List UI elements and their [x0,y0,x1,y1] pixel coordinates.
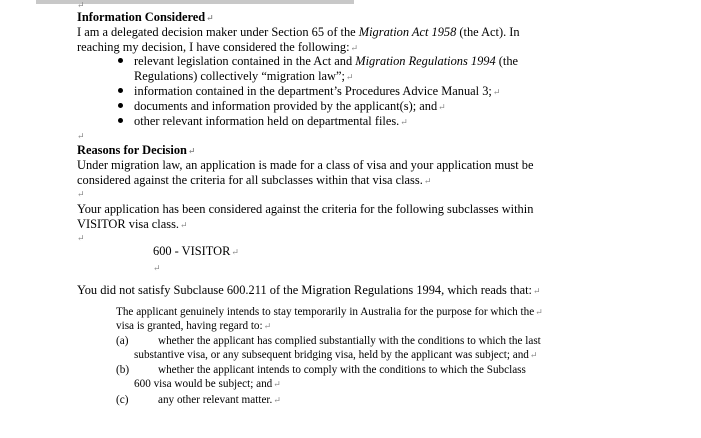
quote-line-1 [116,305,543,319]
bullet-text: other relevant information held on departmental files. [134,114,400,128]
para-text: considered against the criteria for all subclasses within that visa class. [77,173,423,187]
paragraph-mark: ↵ [77,0,85,10]
item-a-line-2 [134,348,537,362]
bullet-dot [118,118,123,123]
intro-line-1 [77,25,520,40]
paragraph-mark: ↵ [273,379,281,389]
subclass-line [153,244,239,260]
para-text: Your application has been considered against the criteria for the following subclasses within [77,202,534,216]
intro-text-a: I am a delegated decision maker under Section 65 of the [77,25,359,39]
item-text: whether the applicant intends to comply with the conditions to which the Subclass [158,364,526,376]
para-text: VISITOR visa class. [77,217,179,231]
reasons-para2-line2 [77,217,188,233]
reasons-para1-line2 [77,173,431,189]
clause-intro-line [77,283,541,299]
paragraph-mark: ↵ [438,102,446,112]
paragraph-mark: ↵ [535,307,543,317]
item-text: any other relevant matter. [158,394,273,406]
bullet-item-documents [134,99,446,115]
quote-text: The applicant genuinely intends to stay temporarily in Australia for the purpose for which the [116,306,535,318]
information-considered-heading [77,10,214,26]
bullet-item-pam [134,84,500,100]
heading-text: Reasons for Decision [77,143,187,157]
paragraph-mark: ↵ [77,189,85,199]
item-text: substantive visa, or any subsequent bridging visa, held by the applicant was subject; and [134,349,529,361]
quote-text: visa is granted, having regard to: [116,320,263,332]
bullet-item-other [134,114,408,130]
act-name: Migration Act 1958 [358,25,457,39]
reasons-para2-line1 [77,202,533,217]
paragraph-mark: ↵ [350,43,359,53]
reasons-para1-line1 [77,158,534,173]
paragraph-mark: ↵ [345,72,354,82]
item-c-label: (c) [116,394,129,406]
paragraph-mark: ↵ [153,263,161,273]
paragraph-mark: ↵ [423,176,432,186]
item-text: whether the applicant has complied substantially with the conditions to which the last [158,335,541,347]
paragraph-mark: ↵ [492,87,501,97]
intro-text-b: (the Act). In [456,25,520,39]
paragraph-mark: ↵ [273,395,281,405]
bullet-dot [118,58,123,63]
bullet-text-a: relevant legislation contained in the Act and [134,54,356,68]
paragraph-mark: ↵ [532,286,541,296]
item-b-line-2 [134,377,281,391]
item-b-line-1 [158,363,526,377]
item-c-line-1 [158,393,281,407]
paragraph-mark: ↵ [400,117,408,127]
item-a-line-1 [158,334,541,348]
subclass-text: 600 - VISITOR [153,244,231,258]
paragraph-mark: ↵ [77,233,85,243]
paragraph-mark: ↵ [206,13,214,23]
bullet-dot [118,103,123,108]
bullet-text-b: (the [495,54,519,68]
bullet-item-legislation [134,54,518,69]
regulations-name: Migration Regulations 1994 [355,54,496,68]
reasons-heading [77,143,195,159]
paragraph-mark: ↵ [529,350,538,360]
item-b-label: (b) [116,364,130,376]
paragraph-mark: ↵ [77,131,85,141]
bullet-text: information contained in the department’s Procedures Advice Manual 3; [134,84,492,98]
bullet-dot [118,88,123,93]
bullet-text: Regulations) collectively “migration law”; [134,69,345,83]
paragraph-mark: ↵ [231,247,239,257]
heading-text: Information Considered [77,10,206,24]
clause-intro-text: You did not satisfy Subclause 600.211 of the Migration Regulations 1994, which reads that: [77,283,532,297]
quote-line-2 [116,319,271,333]
bullet-text: documents and information provided by the applicant(s); and [134,99,438,113]
paragraph-mark: ↵ [187,146,196,156]
item-a-label: (a) [116,335,129,347]
paragraph-mark: ↵ [263,321,272,331]
bullet-item-legislation-cont [134,69,353,85]
paragraph-mark: ↵ [180,220,188,230]
para-text: Under migration law, an application is made for a class of visa and your application must be [77,158,534,172]
intro-text: reaching my decision, I have considered the following: [77,40,350,54]
item-text: 600 visa would be subject; and [134,378,273,390]
